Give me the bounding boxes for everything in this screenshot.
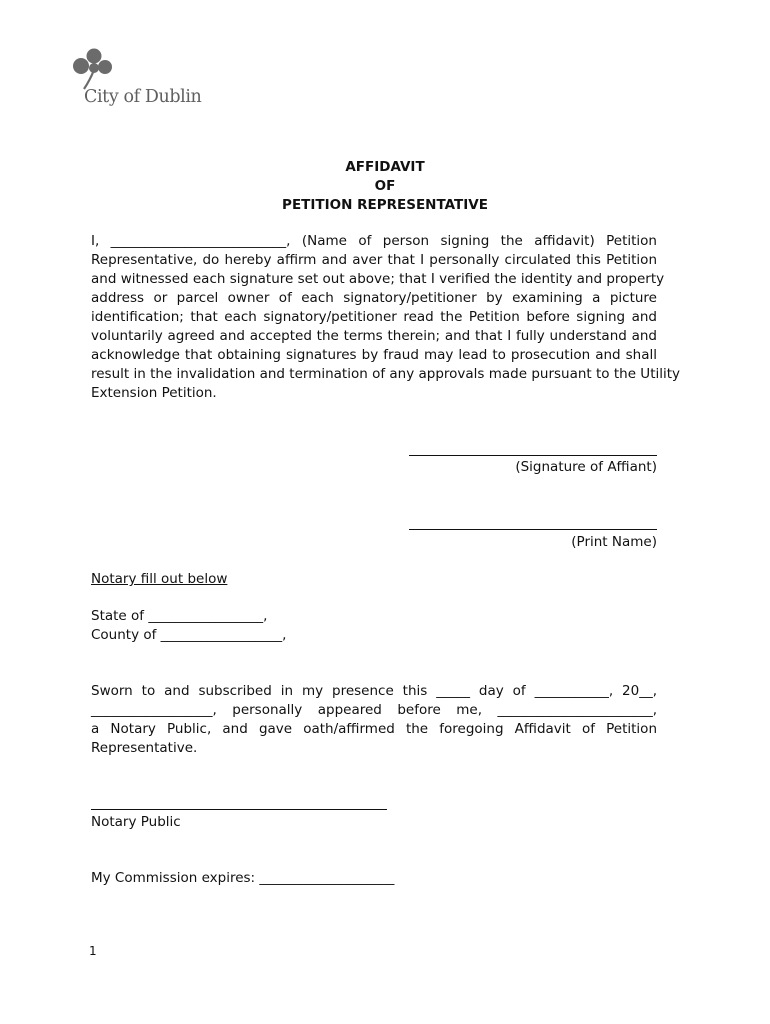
affiant-signature-label: (Signature of Affiant) xyxy=(515,459,657,475)
body-line: identification; that each signatory/petitioner read the Petition before signing and xyxy=(91,309,657,325)
print-name-line[interactable] xyxy=(409,529,657,530)
logo-text: City of Dublin xyxy=(84,87,202,107)
body-line: Representative, do hereby affirm and aver that I personally circulated this Petition xyxy=(91,252,657,268)
sworn-line: a Notary Public, and gave oath/affirmed the foregoing Affidavit of Petition xyxy=(91,721,657,737)
body-line: I, __________________________, (Name of person signing the affidavit) Petition xyxy=(91,233,657,249)
print-name-label: (Print Name) xyxy=(571,534,657,550)
sworn-line: Representative. xyxy=(91,740,198,756)
notary-signature-line[interactable] xyxy=(91,809,387,810)
shamrock-icon xyxy=(70,44,118,90)
title-of: OF xyxy=(374,178,396,194)
body-line: voluntarily agreed and accepted the terms therein; and that I fully understand and xyxy=(91,328,657,344)
body-line: address or parcel owner of each signatory/petitioner by examining a picture xyxy=(91,290,657,306)
body-line: result in the invalidation and termination of any approvals made pursuant to the Utility xyxy=(91,366,681,382)
notary-public-label: Notary Public xyxy=(91,814,181,830)
county-field[interactable]: County of __________________, xyxy=(91,627,287,643)
notary-heading: Notary fill out below xyxy=(91,571,228,587)
sworn-line: __________________, personally appeared before me, _______________________, xyxy=(91,702,657,718)
state-field[interactable]: State of _________________, xyxy=(91,608,268,624)
body-line: and witnessed each signature set out above; that I verified the identity and property xyxy=(91,271,665,287)
city-of-dublin-logo xyxy=(70,44,220,116)
body-line: acknowledge that obtaining signatures by fraud may lead to prosecution and shall xyxy=(91,347,657,363)
body-line: Extension Petition. xyxy=(91,385,217,401)
affiant-signature-line[interactable] xyxy=(409,455,657,456)
sworn-line: Sworn to and subscribed in my presence this _____ day of ___________, 20__, xyxy=(91,683,657,699)
title-affidavit: AFFIDAVIT xyxy=(345,159,425,175)
title-petition-representative: PETITION REPRESENTATIVE xyxy=(282,197,488,213)
commission-expires-field[interactable]: My Commission expires: ____________________ xyxy=(91,870,395,886)
page-number: 1 xyxy=(89,944,97,958)
